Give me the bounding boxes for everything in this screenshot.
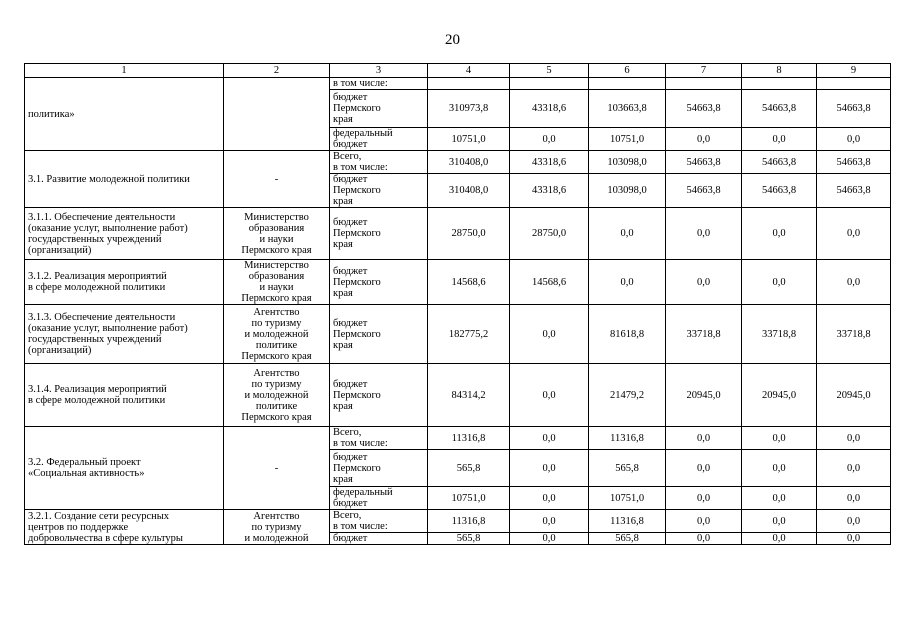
amount-cell: 33718,8 bbox=[817, 305, 891, 364]
column-header: 2 bbox=[224, 64, 330, 78]
funding-source: бюджет Пермского края bbox=[333, 174, 381, 207]
item-name-cell bbox=[25, 305, 224, 364]
amount-cell: 0,0 bbox=[510, 305, 589, 364]
amount-cell: 54663,8 bbox=[742, 151, 817, 174]
amount-cell: 43318,6 bbox=[510, 174, 589, 208]
funding-source: бюджет Пермского края bbox=[333, 317, 381, 351]
amount-cell bbox=[510, 78, 589, 90]
item-name: 3.1.3. Обеспечение деятельности (оказание услуг, выполнение работ) государственных учреждений (организаций) bbox=[28, 312, 188, 356]
funding-source-cell bbox=[330, 427, 428, 450]
amount-cell: 0,0 bbox=[510, 427, 589, 450]
amount-cell bbox=[742, 78, 817, 90]
amount-cell: 565,8 bbox=[428, 533, 510, 545]
item-name-cell bbox=[25, 364, 224, 427]
amount-cell: 0,0 bbox=[666, 450, 742, 487]
amount-cell: 0,0 bbox=[666, 128, 742, 151]
table-row bbox=[25, 208, 891, 260]
table-row bbox=[25, 427, 891, 450]
amount-cell: 103098,0 bbox=[589, 151, 666, 174]
table-row bbox=[25, 364, 891, 427]
amount-cell: 54663,8 bbox=[817, 151, 891, 174]
column-header: 9 bbox=[817, 64, 891, 78]
amount-cell: 54663,8 bbox=[817, 90, 891, 128]
amount-cell: 103098,0 bbox=[589, 174, 666, 208]
budget-table bbox=[24, 63, 891, 545]
amount-cell: 0,0 bbox=[510, 450, 589, 487]
item-name: 3.1.2. Реализация мероприятий в сфере молодежной политики bbox=[28, 271, 167, 293]
amount-cell: 0,0 bbox=[742, 533, 817, 545]
funding-source-cell bbox=[330, 260, 428, 305]
amount-cell: 0,0 bbox=[817, 450, 891, 487]
item-name: 3.1.4. Реализация мероприятий в сфере молодежной политики bbox=[28, 384, 167, 406]
amount-cell: 11316,8 bbox=[428, 427, 510, 450]
amount-cell: 0,0 bbox=[510, 510, 589, 533]
amount-cell: 28750,0 bbox=[510, 208, 589, 260]
funding-source-cell bbox=[330, 78, 428, 90]
amount-cell bbox=[428, 78, 510, 90]
item-name: 3.2. Федеральный проект «Социальная активность» bbox=[28, 457, 145, 479]
amount-cell: 0,0 bbox=[510, 364, 589, 427]
amount-cell: 54663,8 bbox=[742, 90, 817, 128]
amount-cell: 54663,8 bbox=[742, 174, 817, 208]
executor-cell bbox=[224, 305, 330, 364]
amount-cell: 0,0 bbox=[817, 260, 891, 305]
amount-cell: 20945,0 bbox=[817, 364, 891, 427]
amount-cell: 0,0 bbox=[742, 450, 817, 487]
amount-cell: 0,0 bbox=[666, 510, 742, 533]
amount-cell: 28750,0 bbox=[428, 208, 510, 260]
executor-cell bbox=[224, 510, 330, 545]
amount-cell: 0,0 bbox=[510, 128, 589, 151]
executor: - bbox=[274, 462, 279, 474]
amount-cell bbox=[817, 78, 891, 90]
funding-source: бюджет Пермского края bbox=[333, 451, 381, 485]
amount-cell: 0,0 bbox=[666, 208, 742, 260]
executor: Министерство образования и науки Пермского края bbox=[241, 260, 312, 304]
funding-source: Всего, в том числе: bbox=[333, 427, 388, 449]
funding-source: Всего, в том числе: bbox=[333, 510, 388, 532]
executor: Министерство образования и науки Пермского края bbox=[241, 211, 312, 256]
amount-cell: 10751,0 bbox=[589, 487, 666, 510]
amount-cell: 43318,6 bbox=[510, 151, 589, 174]
funding-source-cell bbox=[330, 208, 428, 260]
item-name-cell bbox=[25, 78, 224, 151]
amount-cell: 0,0 bbox=[817, 510, 891, 533]
amount-cell: 565,8 bbox=[589, 450, 666, 487]
amount-cell: 11316,8 bbox=[428, 510, 510, 533]
amount-cell: 81618,8 bbox=[589, 305, 666, 364]
amount-cell: 0,0 bbox=[817, 427, 891, 450]
item-name-cell bbox=[25, 208, 224, 260]
amount-cell: 310408,0 bbox=[428, 151, 510, 174]
table-row bbox=[25, 510, 891, 533]
amount-cell: 0,0 bbox=[589, 260, 666, 305]
amount-cell: 182775,2 bbox=[428, 305, 510, 364]
item-name: 3.1. Развитие молодежной политики bbox=[28, 173, 190, 185]
amount-cell: 103663,8 bbox=[589, 90, 666, 128]
column-header: 4 bbox=[428, 64, 510, 78]
header-row bbox=[25, 64, 891, 78]
funding-source: бюджет Пермского края bbox=[333, 265, 381, 299]
amount-cell: 20945,0 bbox=[666, 364, 742, 427]
page-number: 20 bbox=[445, 32, 460, 48]
item-name-cell bbox=[25, 260, 224, 305]
funding-source-cell bbox=[330, 487, 428, 510]
table-row bbox=[25, 151, 891, 174]
item-name-cell bbox=[25, 510, 224, 545]
amount-cell: 84314,2 bbox=[428, 364, 510, 427]
amount-cell: 14568,6 bbox=[510, 260, 589, 305]
column-header: 3 bbox=[330, 64, 428, 78]
amount-cell: 0,0 bbox=[666, 487, 742, 510]
funding-source-cell bbox=[330, 90, 428, 128]
table-body bbox=[25, 64, 891, 545]
funding-source: бюджет bbox=[333, 533, 368, 544]
item-name-cell bbox=[25, 427, 224, 510]
executor-cell bbox=[224, 364, 330, 427]
table-row bbox=[25, 78, 891, 90]
amount-cell: 10751,0 bbox=[428, 128, 510, 151]
executor-cell bbox=[224, 427, 330, 510]
amount-cell: 0,0 bbox=[817, 128, 891, 151]
amount-cell: 565,8 bbox=[589, 533, 666, 545]
amount-cell: 0,0 bbox=[742, 128, 817, 151]
column-header: 6 bbox=[589, 64, 666, 78]
item-name: политика» bbox=[28, 108, 75, 120]
funding-source-cell bbox=[330, 151, 428, 174]
amount-cell: 310408,0 bbox=[428, 174, 510, 208]
funding-source-cell bbox=[330, 510, 428, 533]
amount-cell: 0,0 bbox=[666, 427, 742, 450]
funding-source: федеральный бюджет bbox=[333, 128, 393, 150]
funding-source: бюджет Пермского края bbox=[333, 217, 381, 250]
amount-cell: 21479,2 bbox=[589, 364, 666, 427]
column-header: 7 bbox=[666, 64, 742, 78]
amount-cell: 0,0 bbox=[817, 533, 891, 545]
amount-cell: 565,8 bbox=[428, 450, 510, 487]
item-name: 3.1.1. Обеспечение деятельности (оказание услуг, выполнение работ) государственных учреждений (организаций) bbox=[28, 211, 188, 256]
amount-cell: 0,0 bbox=[817, 208, 891, 260]
amount-cell: 43318,6 bbox=[510, 90, 589, 128]
amount-cell: 54663,8 bbox=[666, 151, 742, 174]
funding-source-cell bbox=[330, 128, 428, 151]
executor-cell bbox=[224, 260, 330, 305]
amount-cell: 0,0 bbox=[510, 487, 589, 510]
funding-source: Всего, в том числе: bbox=[333, 151, 388, 173]
amount-cell: 0,0 bbox=[742, 208, 817, 260]
column-header: 8 bbox=[742, 64, 817, 78]
item-name: 3.2.1. Создание сети ресурсных центров по поддержке добровольчества в сфере культуры bbox=[28, 510, 183, 544]
amount-cell: 11316,8 bbox=[589, 427, 666, 450]
amount-cell: 54663,8 bbox=[666, 90, 742, 128]
executor: Агентство по туризму и молодежной политике Пермского края bbox=[241, 306, 312, 362]
executor: Агентство по туризму и молодежной политике Пермского края bbox=[241, 367, 312, 423]
executor-cell bbox=[224, 151, 330, 208]
funding-source-cell bbox=[330, 533, 428, 545]
funding-source-cell bbox=[330, 364, 428, 427]
amount-cell: 0,0 bbox=[666, 533, 742, 545]
funding-source: бюджет Пермского края bbox=[333, 92, 381, 125]
amount-cell bbox=[589, 78, 666, 90]
amount-cell: 11316,8 bbox=[589, 510, 666, 533]
amount-cell: 0,0 bbox=[817, 487, 891, 510]
column-header: 1 bbox=[25, 64, 224, 78]
amount-cell: 20945,0 bbox=[742, 364, 817, 427]
amount-cell: 10751,0 bbox=[428, 487, 510, 510]
executor-cell bbox=[224, 208, 330, 260]
executor-cell bbox=[224, 78, 330, 151]
item-name-cell bbox=[25, 151, 224, 208]
amount-cell: 0,0 bbox=[589, 208, 666, 260]
amount-cell: 310973,8 bbox=[428, 90, 510, 128]
funding-source-cell bbox=[330, 450, 428, 487]
table-row bbox=[25, 260, 891, 305]
funding-source-cell bbox=[330, 174, 428, 208]
amount-cell: 0,0 bbox=[742, 427, 817, 450]
funding-source-cell bbox=[330, 305, 428, 364]
table-row bbox=[25, 305, 891, 364]
column-header: 5 bbox=[510, 64, 589, 78]
amount-cell: 0,0 bbox=[742, 487, 817, 510]
funding-source: бюджет Пермского края bbox=[333, 378, 381, 412]
amount-cell bbox=[666, 78, 742, 90]
amount-cell: 10751,0 bbox=[589, 128, 666, 151]
executor: - bbox=[274, 173, 279, 185]
amount-cell: 33718,8 bbox=[666, 305, 742, 364]
amount-cell: 14568,6 bbox=[428, 260, 510, 305]
executor: Агентство по туризму и молодежной bbox=[244, 510, 309, 544]
amount-cell: 0,0 bbox=[510, 533, 589, 545]
amount-cell: 0,0 bbox=[666, 260, 742, 305]
amount-cell: 0,0 bbox=[742, 260, 817, 305]
amount-cell: 33718,8 bbox=[742, 305, 817, 364]
amount-cell: 54663,8 bbox=[666, 174, 742, 208]
amount-cell: 0,0 bbox=[742, 510, 817, 533]
funding-source: в том числе: bbox=[333, 78, 388, 89]
amount-cell: 54663,8 bbox=[817, 174, 891, 208]
funding-source: федеральный бюджет bbox=[333, 487, 393, 509]
